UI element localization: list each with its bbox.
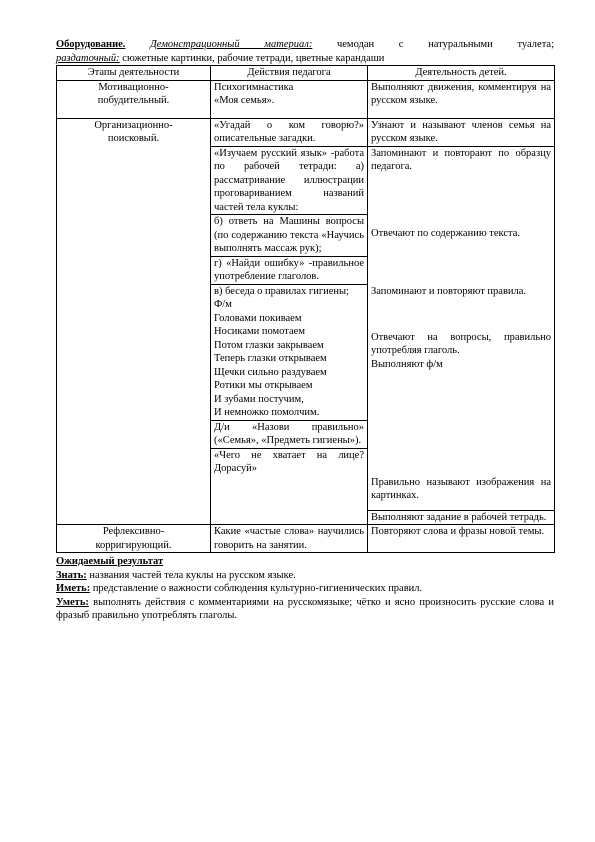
header-children: Деятельность детей. <box>368 66 555 81</box>
handout-line <box>56 52 554 66</box>
lesson-table <box>56 65 555 553</box>
table-row <box>57 80 555 118</box>
children-cell: Узнают и называют членов семья на русском языке. Запоминают и повторают по образцу педагога. Отвечают по содержанию текста. Запоминают и повторяют правила. Отвечают на вопросы, правильно употребляя глаголь. Выполняют ф/м Правильно называют изображения на картинках. Выполняют задание в рабочей тетрадь. <box>368 118 555 525</box>
stage-cell: Рефлексивно-корригирующий. <box>57 525 211 553</box>
header-teacher: Действия педагога <box>211 66 368 81</box>
teacher-cell: Какие «частые слова» научились говорить на занятии. <box>211 525 368 553</box>
handout-label: раздаточный: <box>56 52 120 64</box>
can-text: выполнять действия с комментариями на русскомязыке; чётко и ясно произносить русские слова и фразыб правильно употреблять глаголы. <box>56 596 555 621</box>
know-label: Знать: <box>56 569 87 581</box>
header-stages: Этапы деятельности <box>57 66 211 81</box>
result-heading: Ожидаемый результат <box>56 556 164 567</box>
have-text: представление о важности соблюдения культурно-гигиенических правил. <box>92 583 423 594</box>
can-label: Уметь: <box>56 596 89 608</box>
know-text: названия частей тела куклы на русском языке. <box>89 569 296 581</box>
equipment-line <box>56 38 554 52</box>
document-page <box>56 38 554 623</box>
handout-text: сюжетные картинки, рабочие тетради, цветные карандаши <box>122 52 385 64</box>
equipment-label: Оборудование. <box>56 39 126 50</box>
children-cell: Выполняют движения, комментируя на русском языке. <box>368 80 555 118</box>
teacher-cell: «Угадай о ком говорю?» описательные загадки. «Изучаем русский язык» -работа по рабочей тетради: а) рассматривание иллюстрации проговариванием названий частей тела куклы: б) ответь на Машины вопросы (по содержанию текста «Научись выполнять массаж рук); г) «Найди ошибку» -правильное употребление глаголов. в) беседа о правилах гигиены; Ф/м Головами покиваем Носиками помотаем Потом глазки закрываем Теперь глазки открываем Щечки сильно раздуваем Ротики мы открываем И зубами постучим, И немножко помолчим. Д/и «Назови правильно» («Семья», «Предметь гигиены»). «Чего не хватает на лице? Дорасуй» <box>211 118 368 525</box>
stage-cell: Организационно-поисковый. <box>57 118 211 525</box>
table-row <box>57 525 555 553</box>
demo-material-label: Демонстрационный материал: <box>150 39 313 50</box>
expected-result <box>56 555 554 623</box>
table-header-row <box>57 66 555 81</box>
stage-cell: Мотивационно-побудительный. <box>57 80 211 118</box>
teacher-cell: Психогимнастика «Моя семья». <box>211 80 368 118</box>
table-row <box>57 118 555 525</box>
children-cell: Повторяют слова и фразы новой темы. <box>368 525 555 553</box>
demo-material-text: чемодан с натуральными туалета; <box>336 39 554 50</box>
have-label: Иметь: <box>56 583 91 594</box>
